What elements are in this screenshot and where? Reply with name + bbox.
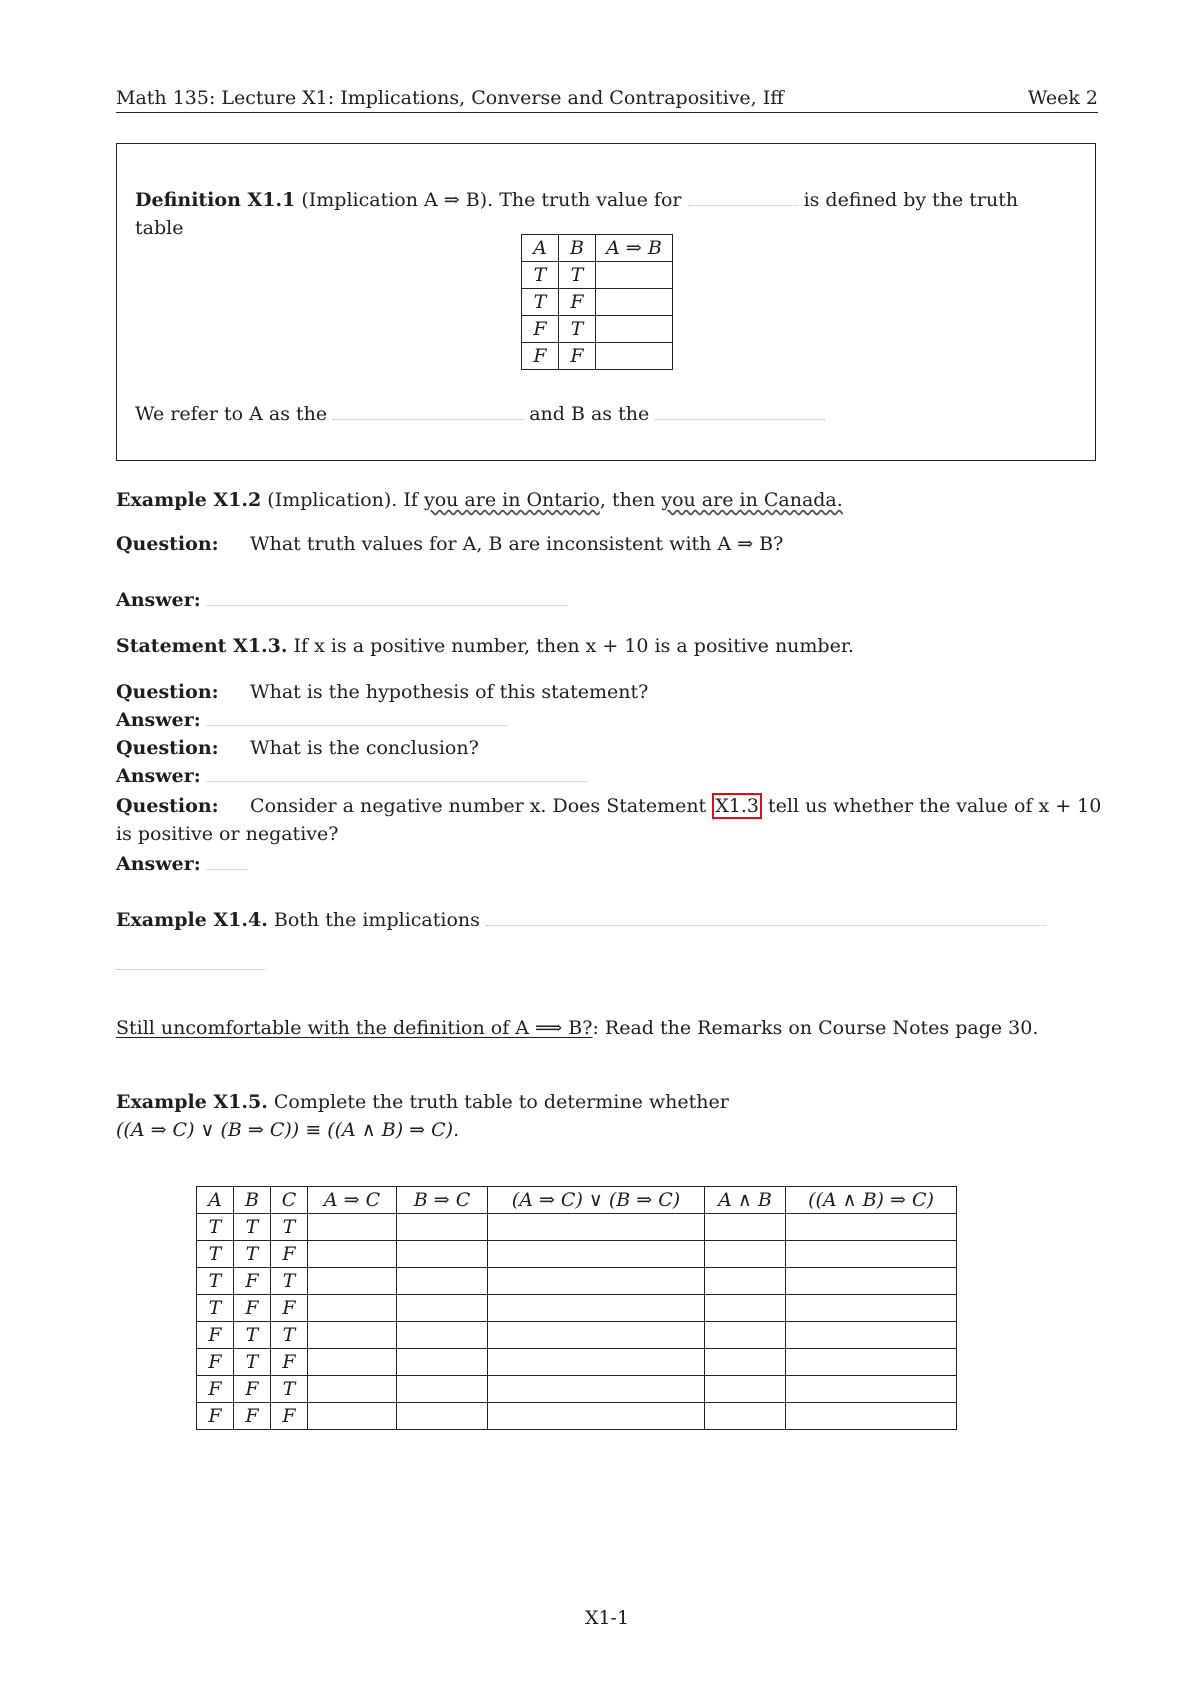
question-3 <box>116 734 1098 762</box>
question-1 <box>116 530 1098 558</box>
question-3-label: Question: <box>116 737 219 759</box>
big-table-empty-cell[interactable] <box>308 1295 397 1322</box>
big-table-empty-cell[interactable] <box>308 1268 397 1295</box>
big-table-empty-cell[interactable] <box>397 1376 488 1403</box>
big-table-empty-cell[interactable] <box>397 1403 488 1430</box>
big-table-cell: T <box>234 1241 271 1268</box>
big-table-empty-cell[interactable] <box>488 1349 705 1376</box>
big-table-cell: T <box>271 1376 308 1403</box>
big-table-empty-cell[interactable] <box>488 1214 705 1241</box>
example12-label: Example X1.2 <box>116 489 262 511</box>
big-table-row <box>197 1403 957 1430</box>
big-table-cell: T <box>197 1214 234 1241</box>
big-table-empty-cell[interactable] <box>308 1214 397 1241</box>
big-table-empty-cell[interactable] <box>488 1322 705 1349</box>
example15-formula: ((A ⇒ C) ∨ (B ⇒ C)) ≡ ((A ∧ B) ⇒ C). <box>116 1119 460 1141</box>
big-table-header-cell: B <box>234 1187 271 1214</box>
big-table-empty-cell[interactable] <box>397 1241 488 1268</box>
equivalence-truth-table <box>196 1186 957 1430</box>
implication-truth-table <box>521 234 673 370</box>
example12-hypothesis: you are in Ontario <box>423 489 600 511</box>
big-table-row <box>197 1241 957 1268</box>
big-table-row <box>197 1376 957 1403</box>
example14-blank-1[interactable] <box>486 907 1046 926</box>
def-table-row <box>522 316 673 343</box>
question-3-text: What is the conclusion? <box>250 737 479 759</box>
example-x1-2 <box>116 486 1098 514</box>
big-table-row <box>197 1268 957 1295</box>
answer-4-label: Answer: <box>116 853 201 875</box>
big-table-header-row <box>197 1187 957 1214</box>
answer-2 <box>116 706 1098 734</box>
big-table-empty-cell[interactable] <box>786 1376 957 1403</box>
big-table-empty-cell[interactable] <box>705 1295 786 1322</box>
header-title: Math 135: Lecture X1: Implications, Converse and Contrapositive, Iff <box>116 87 784 109</box>
def-table-row <box>522 262 673 289</box>
lecture-page <box>116 0 1102 1696</box>
big-table-empty-cell[interactable] <box>705 1268 786 1295</box>
remark-rest: : Read the Remarks on Course Notes page 30. <box>592 1017 1039 1039</box>
definition-label: Definition X1.1 <box>135 189 296 211</box>
big-table-empty-cell[interactable] <box>786 1241 957 1268</box>
big-table-cell: T <box>197 1241 234 1268</box>
example14-text: Both the implications <box>273 909 480 931</box>
remark-underlined: Still uncomfortable with the definition of A ⟹ B? <box>116 1017 593 1039</box>
example12-conclusion: you are in Canada. <box>661 489 843 511</box>
big-table-empty-cell[interactable] <box>705 1322 786 1349</box>
big-table-empty-cell[interactable] <box>488 1403 705 1430</box>
example15-label: Example X1.5. <box>116 1091 268 1113</box>
question-4 <box>116 792 1102 820</box>
statement13-label: Statement X1.3. <box>116 635 288 657</box>
page-number: X1-1 <box>584 1607 630 1629</box>
big-table-empty-cell[interactable] <box>397 1349 488 1376</box>
page-header <box>116 84 1098 113</box>
def-table-header-row <box>522 235 673 262</box>
big-table-cell: F <box>197 1349 234 1376</box>
definition-text-after: is defined by the truth <box>803 189 1019 211</box>
question-2-text: What is the hypothesis of this statement? <box>250 681 649 703</box>
big-table-cell: F <box>197 1322 234 1349</box>
big-table-cell: F <box>271 1295 308 1322</box>
example14-line2 <box>116 950 1098 978</box>
hypothesis-blank[interactable] <box>333 401 523 420</box>
big-table-cell: F <box>234 1268 271 1295</box>
big-table-row <box>197 1295 957 1322</box>
big-table-empty-cell[interactable] <box>308 1349 397 1376</box>
statement13-text: If x is a positive number, then x + 10 is a positive number. <box>293 635 854 657</box>
def-table-cell: F <box>522 316 559 343</box>
big-table-cell: F <box>271 1241 308 1268</box>
def-table-row <box>522 343 673 370</box>
big-table-header-cell: ((A ∧ B) ⇒ C) <box>786 1187 957 1214</box>
big-table-empty-cell[interactable] <box>397 1268 488 1295</box>
question-4-line2: is positive or negative? <box>116 823 339 845</box>
def-table-cell: F <box>559 289 596 316</box>
definition-box <box>116 143 1096 461</box>
big-table-empty-cell[interactable] <box>488 1376 705 1403</box>
def-table-cell: T <box>522 262 559 289</box>
def-table-header-cell: B <box>559 235 596 262</box>
refer-prefix: We refer to A as the <box>135 403 328 425</box>
definition-line1 <box>135 186 1077 214</box>
big-table-empty-cell[interactable] <box>308 1403 397 1430</box>
refer-middle: and B as the <box>529 403 650 425</box>
big-table-cell: F <box>234 1403 271 1430</box>
big-table-row <box>197 1322 957 1349</box>
answer-1 <box>116 586 1098 614</box>
big-table-row <box>197 1214 957 1241</box>
example12-if: If <box>403 489 418 511</box>
example14-blank-2[interactable] <box>116 951 266 970</box>
big-table-empty-cell[interactable] <box>397 1214 488 1241</box>
big-table-header-cell: B ⇒ C <box>397 1187 488 1214</box>
definition-line2: table <box>135 217 184 239</box>
big-table-cell: F <box>197 1403 234 1430</box>
big-table-empty-cell[interactable] <box>786 1349 957 1376</box>
def-table-cell: F <box>559 343 596 370</box>
def-table-empty-cell[interactable] <box>596 262 673 289</box>
big-table-cell: F <box>271 1403 308 1430</box>
big-table-empty-cell[interactable] <box>705 1349 786 1376</box>
example-x1-4 <box>116 906 1098 934</box>
answer-3 <box>116 762 1098 790</box>
answer-4-blank[interactable] <box>207 851 247 870</box>
question-2-label: Question: <box>116 681 219 703</box>
big-table-empty-cell[interactable] <box>705 1214 786 1241</box>
big-table-empty-cell[interactable] <box>397 1322 488 1349</box>
big-table-empty-cell[interactable] <box>308 1241 397 1268</box>
answer-4 <box>116 850 1098 878</box>
big-table-empty-cell[interactable] <box>786 1295 957 1322</box>
question-1-text: What truth values for A, B are inconsistent with A ⇒ B? <box>250 533 784 555</box>
big-table-empty-cell[interactable] <box>705 1376 786 1403</box>
answer-3-label: Answer: <box>116 765 201 787</box>
def-table-row <box>522 289 673 316</box>
answer-1-label: Answer: <box>116 589 201 611</box>
big-table-header-cell: A <box>197 1187 234 1214</box>
big-table-header-cell: C <box>271 1187 308 1214</box>
big-table-empty-cell[interactable] <box>397 1295 488 1322</box>
big-table-header-cell: A ∧ B <box>705 1187 786 1214</box>
definition-refer-line <box>135 400 825 428</box>
def-table-empty-cell[interactable] <box>596 316 673 343</box>
question-2 <box>116 678 1098 706</box>
answer-2-blank[interactable] <box>207 707 507 726</box>
statement-x1-3-link[interactable]: X1.3 <box>712 793 762 819</box>
big-table-cell: F <box>271 1349 308 1376</box>
big-table-empty-cell[interactable] <box>308 1322 397 1349</box>
big-table-empty-cell[interactable] <box>786 1322 957 1349</box>
def-table-empty-cell[interactable] <box>596 289 673 316</box>
big-table-header-cell: (A ⇒ C) ∨ (B ⇒ C) <box>488 1187 705 1214</box>
big-table-cell: T <box>197 1268 234 1295</box>
big-table-empty-cell[interactable] <box>488 1241 705 1268</box>
big-table-empty-cell[interactable] <box>488 1268 705 1295</box>
statement-x1-3 <box>116 632 1098 660</box>
big-table-cell: T <box>271 1268 308 1295</box>
example12-paren: (Implication). <box>267 489 398 511</box>
question-4-label: Question: <box>116 795 219 817</box>
question-4-text-after: tell us whether the value of x + 10 <box>768 795 1102 817</box>
big-table-empty-cell[interactable] <box>786 1214 957 1241</box>
example15-text: Complete the truth table to determine whether <box>273 1091 729 1113</box>
def-table-empty-cell[interactable] <box>596 343 673 370</box>
def-table-cell: T <box>522 289 559 316</box>
big-table-cell: T <box>271 1322 308 1349</box>
def-table-cell: T <box>559 262 596 289</box>
big-table-cell: T <box>234 1349 271 1376</box>
def-table-cell: T <box>559 316 596 343</box>
big-table-cell: F <box>234 1376 271 1403</box>
big-table-empty-cell[interactable] <box>308 1376 397 1403</box>
big-table-cell: T <box>234 1214 271 1241</box>
definition-blank[interactable] <box>688 187 798 206</box>
example12-then: , then <box>599 489 656 511</box>
big-table-cell: F <box>234 1295 271 1322</box>
answer-3-blank[interactable] <box>207 763 587 782</box>
big-table-cell: T <box>271 1214 308 1241</box>
remark-line <box>116 1014 1098 1042</box>
definition-text-before: The truth value for <box>499 189 682 211</box>
big-table-empty-cell[interactable] <box>488 1295 705 1322</box>
def-table-header-cell: A ⇒ B <box>596 235 673 262</box>
big-table-empty-cell[interactable] <box>705 1403 786 1430</box>
big-table-cell: F <box>197 1376 234 1403</box>
answer-2-label: Answer: <box>116 709 201 731</box>
big-table-header-cell: A ⇒ C <box>308 1187 397 1214</box>
big-table-cell: T <box>197 1295 234 1322</box>
definition-paren: (Implication A ⇒ B). <box>301 189 494 211</box>
big-table-empty-cell[interactable] <box>786 1403 957 1430</box>
big-table-row <box>197 1349 957 1376</box>
def-table-header-cell: A <box>522 235 559 262</box>
def-table-cell: F <box>522 343 559 370</box>
question-4-text-before: Consider a negative number x. Does Statement <box>250 795 707 817</box>
header-week: Week 2 <box>1027 87 1098 109</box>
conclusion-blank[interactable] <box>655 401 825 420</box>
big-table-cell: T <box>234 1322 271 1349</box>
question-1-label: Question: <box>116 533 219 555</box>
answer-1-blank[interactable] <box>207 587 567 606</box>
big-table-empty-cell[interactable] <box>705 1241 786 1268</box>
example14-label: Example X1.4. <box>116 909 268 931</box>
example-x1-5 <box>116 1088 1098 1116</box>
big-table-empty-cell[interactable] <box>786 1268 957 1295</box>
